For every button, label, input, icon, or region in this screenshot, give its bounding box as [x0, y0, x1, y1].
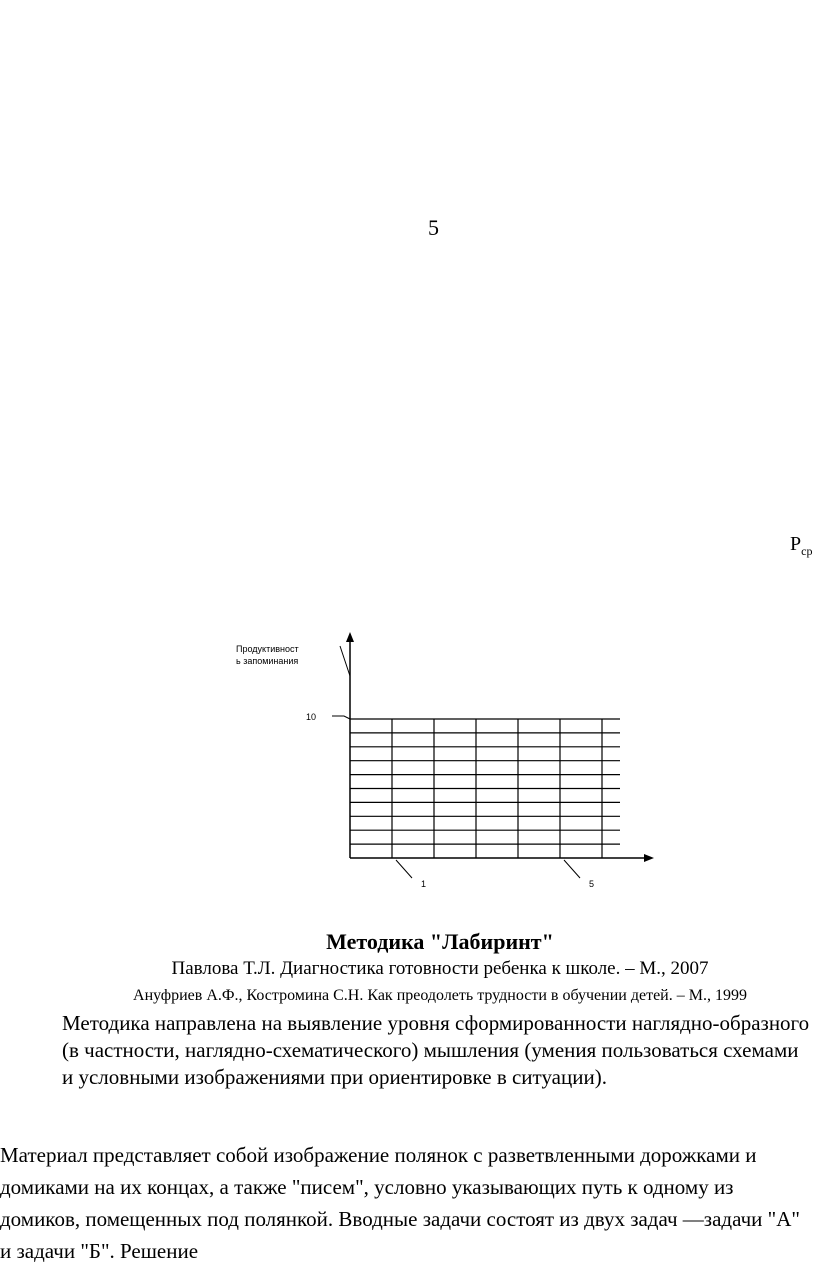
method-title: Методика "Лабиринт" [326, 929, 554, 954]
paragraph-2: Материал представляет собой изображение полянок с разветвленными дорожками и домиками на их концах, а также "писем", условно указывающих путь к одному из домиков, помещенных под полянкой. Вводные задачи состоят из двух задач —задачи "А" и задачи "Б". Решение [0, 1143, 800, 1263]
y-tick-pointer [332, 716, 350, 719]
x-tick-label-1: 1 [421, 879, 427, 889]
x-tick-label-5: 5 [589, 879, 595, 889]
memory-chart [220, 628, 660, 898]
paragraph-1: Методика направлена на выявление уровня сформированности наглядно-образного (в частности, наглядно-схематического) мышления (умения пользоваться схемами и условными изображениями при ориентировке в ситуации). [62, 1011, 810, 1089]
x-tick-pointer-5 [564, 860, 580, 878]
x-axis-arrow [644, 854, 654, 862]
y-axis-label-line2: ь запоминания [236, 656, 299, 666]
side-label-sub: ср [801, 544, 813, 558]
side-label-main: P [790, 533, 802, 555]
side-label [790, 533, 812, 559]
y-label-pointer [340, 646, 350, 676]
page-number: 5 [428, 215, 439, 240]
y-tick-label-10: 10 [306, 712, 317, 722]
y-axis-label-line1: Продуктивност [236, 644, 299, 654]
reference-2: Ануфриев А.Ф., Костромина С.Н. Как преодолеть трудности в обучении детей. – М., 1999 [133, 987, 747, 1004]
chart-grid [350, 719, 620, 858]
y-axis-arrow [346, 632, 354, 642]
x-tick-pointer-1 [396, 860, 412, 878]
reference-1: Павлова Т.Л. Диагностика готовности ребенка к школе. – М., 2007 [171, 958, 709, 979]
